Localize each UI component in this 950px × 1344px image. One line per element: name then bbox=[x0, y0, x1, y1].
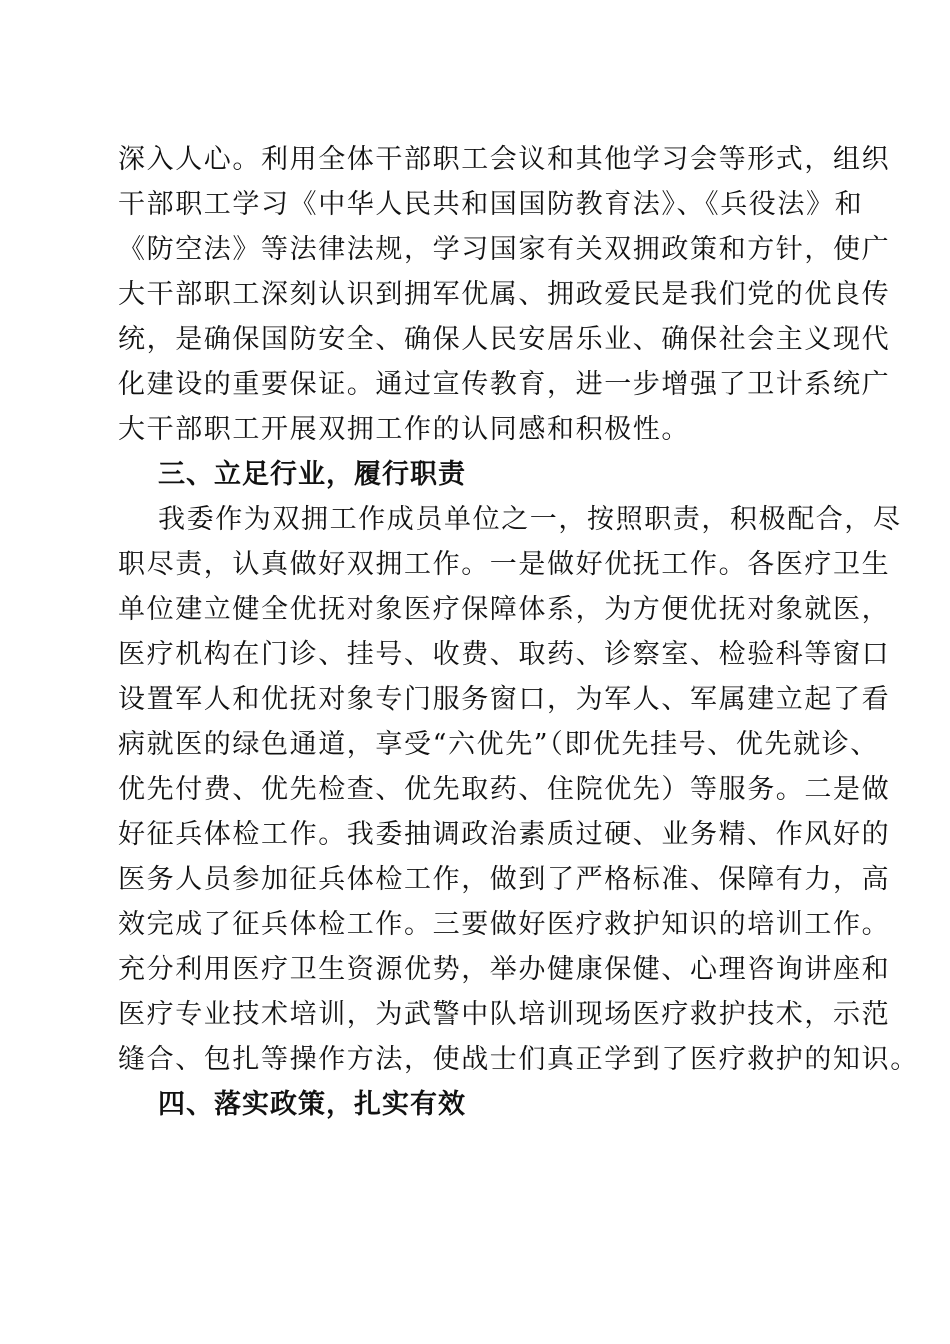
paragraph-line: 医务人员参加征兵体检工作，做到了严格标准、保障有力，高 bbox=[118, 864, 891, 895]
paragraph-line: 大干部职工开展双拥工作的认同感和积极性。 bbox=[118, 414, 690, 445]
paragraph-line: 单位建立健全优抚对象医疗保障体系，为方便优抚对象就医， bbox=[118, 594, 891, 625]
paragraph-line: 设置军人和优抚对象专门服务窗口，为军人、军属建立起了看 bbox=[118, 684, 891, 715]
section-heading-4: 四、落实政策，扎实有效 bbox=[158, 1089, 466, 1120]
paragraph-line: 深入人心。利用全体干部职工会议和其他学习会等形式，组织 bbox=[118, 144, 891, 175]
paragraph-line: 病就医的绿色通道，享受“六优先”（即优先挂号、优先就诊、 bbox=[118, 729, 879, 760]
paragraph-line: 缝合、包扎等操作方法，使战士们真正学到了医疗救护的知识。 bbox=[118, 1044, 919, 1075]
paragraph-line: 化建设的重要保证。通过宣传教育，进一步增强了卫计系统广 bbox=[118, 369, 891, 400]
paragraph-line: 《防空法》等法律法规，学习国家有关双拥政策和方针，使广 bbox=[118, 234, 891, 265]
paragraph-line: 充分利用医疗卫生资源优势，举办健康保健、心理咨询讲座和 bbox=[118, 954, 891, 985]
section-heading-3: 三、立足行业，履行职责 bbox=[158, 459, 466, 490]
paragraph-line: 统，是确保国防安全、确保人民安居乐业、确保社会主义现代 bbox=[118, 324, 891, 355]
paragraph-line: 效完成了征兵体检工作。三要做好医疗救护知识的培训工作。 bbox=[118, 909, 891, 940]
paragraph-line: 医疗专业技术培训，为武警中队培训现场医疗救护技术，示范 bbox=[118, 999, 891, 1030]
paragraph-line: 优先付费、优先检查、优先取药、住院优先）等服务。二是做 bbox=[118, 774, 891, 805]
paragraph-line: 好征兵体检工作。我委抽调政治素质过硬、业务精、作风好的 bbox=[118, 819, 891, 850]
paragraph-line: 干部职工学习《中华人民共和国国防教育法》、《兵役法》和 bbox=[118, 189, 864, 220]
paragraph-line: 我委作为双拥工作成员单位之一，按照职责，积极配合，尽 bbox=[158, 504, 902, 535]
paragraph-line: 医疗机构在门诊、挂号、收费、取药、诊察室、检验科等窗口 bbox=[118, 639, 891, 670]
paragraph-line: 大干部职工深刻认识到拥军优属、拥政爱民是我们党的优良传 bbox=[118, 279, 891, 310]
paragraph-line: 职尽责，认真做好双拥工作。一是做好优抚工作。各医疗卫生 bbox=[118, 549, 891, 580]
